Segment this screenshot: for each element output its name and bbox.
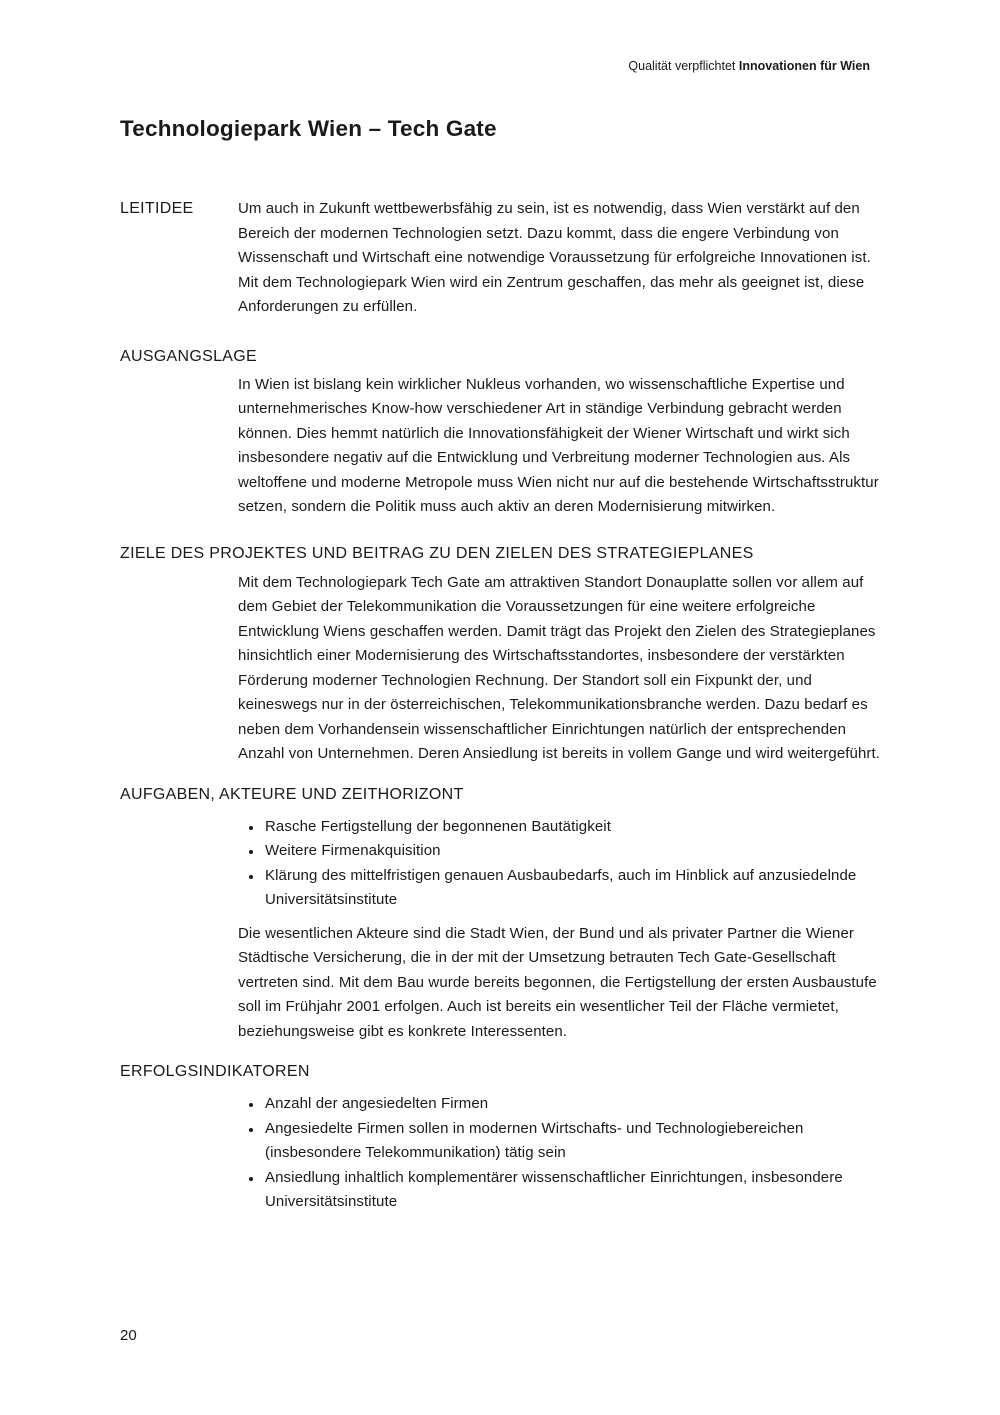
erfolg-bullet-list xyxy=(238,1092,882,1215)
section-leitidee xyxy=(120,197,882,320)
section-heading-aufgaben: AUFGABEN, AKTEURE UND ZEITHORIZONT xyxy=(120,785,464,803)
bullet-item: • Weitere Firmenakquisition xyxy=(263,839,882,864)
section-body-erfolgsindikatoren xyxy=(238,1092,882,1215)
document-content xyxy=(120,197,882,1215)
section-body-ziele xyxy=(238,571,882,767)
aufgaben-bullet-list xyxy=(238,815,882,913)
section-label-leitidee: LEITIDEE xyxy=(120,200,194,217)
bullet-item: • Anzahl der angesiedelten Firmen xyxy=(263,1092,882,1117)
akteure-paragraph: Die wesentlichen Akteure sind die Stadt Wien, der Bund und als privater Partner die Wiener Städtische Versicherung, die in der mit der Umsetzung betrauten Tech Gate-Gesellschaft vertreten sind. Mit dem Bau wurde bereits begonnen, die Fertigstellung der ersten Ausbaustufe soll im Frühjahr 2001 erfolgen. Auch ist bereits ein wesentlicher Teil der Fläche vermietet, beziehungsweise gibt es konkrete Interessenten. xyxy=(238,924,877,1040)
leitidee-paragraph: Um auch in Zukunft wettbewerbsfähig zu sein, ist es notwendig, dass Wien verstärkt auf den Bereich der modernen Technologien setzt. Dazu kommt, dass die engere Verbindung von Wissenschaft und Wirtschaft eine notwendige Voraussetzung für erfolgreiche Innovationen ist. Mit dem Technologiepark Wien wird ein Zentrum geschaffen, das mehr als geeignet ist, diese Anforderungen zu erfüllen. xyxy=(238,200,871,315)
bullet-item: • Ansiedlung inhaltlich komplementärer wissenschaftlicher Einrichtungen, insbesondere Universitätsinstitute xyxy=(263,1166,882,1215)
bullet-item: • Rasche Fertigstellung der begonnenen Bautätigkeit xyxy=(263,815,882,840)
section-heading-ziele: ZIELE DES PROJEKTES UND BEITRAG ZU DEN ZIELEN DES STRATEGIEPLANES xyxy=(120,544,754,562)
bullet-item: • Angesiedelte Firmen sollen in modernen Wirtschafts- und Technologiebereichen (insbesondere Telekommunikation) tätig sein xyxy=(263,1117,882,1166)
bullet-item: • Klärung des mittelfristigen genauen Ausbaubedarfs, auch im Hinblick auf anzusiedelnde Universitätsinstitute xyxy=(263,864,882,913)
ziele-paragraph: Mit dem Technologiepark Tech Gate am attraktiven Standort Donauplatte sollen vor allem auf dem Gebiet der Telekommunikation die Voraussetzungen für eine weitere erfolgreiche Entwicklung Wiens geschaffen werden. Damit trägt das Projekt den Zielen des Strategieplanes hinsichtlich einer Modernisierung des Wirtschaftsstandortes, insbesondere der verstärkten Förderung moderner Technologien Rechnung. Der Standort soll ein Fixpunkt der, und keineswegs nur in der österreichischen, Telekommunikationsbranche werden. Dazu bedarf es neben dem Vorhandensein wissenschaftlicher Einrichtungen natürlich der entsprechenden Anzahl von Unternehmen. Deren Ansiedlung ist bereits in vollem Gange und wird weitergeführt. xyxy=(238,573,881,762)
section-body-ausgangslage xyxy=(238,373,882,520)
section-heading-erfolgsindikatoren: ERFOLGSINDIKATOREN xyxy=(120,1063,310,1080)
header-motto: Qualität verpflichtet xyxy=(628,59,739,73)
section-body-aufgaben xyxy=(238,815,882,1045)
page-title: Technologiepark Wien – Tech Gate xyxy=(120,116,497,141)
ausgangslage-paragraph: In Wien ist bislang kein wirklicher Nukleus vorhanden, wo wissenschaftliche Expertise und unternehmerisches Know-how verschiedener Art in ständige Verbindung gebracht werden können. Dies hemmt natürlich die Innovationsfähigkeit der Wiener Wirtschaft und wirkt sich insbesondere negativ auf die Entwicklung und Verbreitung moderner Technologien aus. Als weltoffene und moderne Metropole muss Wien nicht nur auf die bestehende Wirtschaftsstruktur setzen, sondern die Politik muss auch aktiv an deren Modernisierung mitwirken. xyxy=(238,375,879,515)
page-number: 20 xyxy=(120,1327,137,1344)
section-heading-ausgangslage: AUSGANGSLAGE xyxy=(120,347,257,365)
header-brand: Innovationen für Wien xyxy=(738,59,870,73)
page-header xyxy=(628,58,870,74)
